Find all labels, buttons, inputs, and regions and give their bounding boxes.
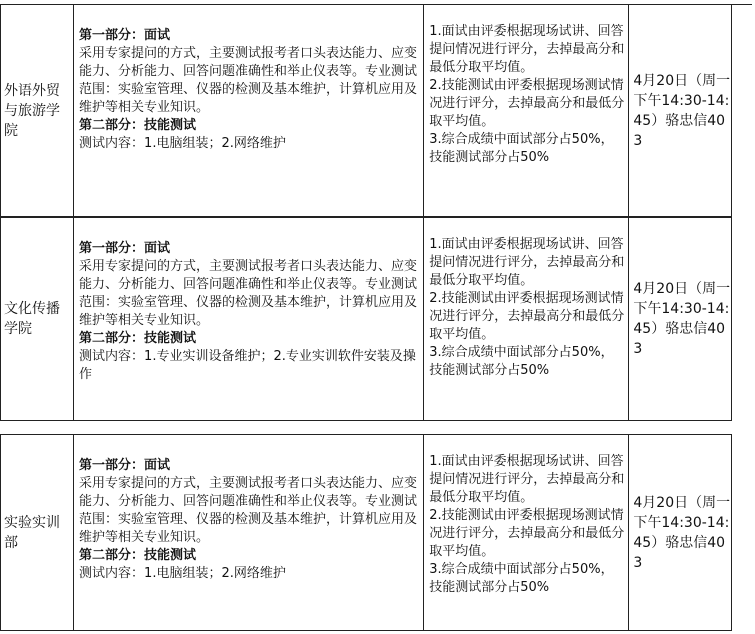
part2-text: 测试内容：1.电脑组装；2.网络维护 [79,566,286,581]
dept-cell: 文化传播学院 [1,218,74,421]
rule-item: 3.综合成绩中面试部分占50%，技能测试部分占50% [429,132,614,165]
scoring-rules-cell [424,5,629,217]
rule-item: 1.面试由评委根据现场试讲、回答提问情况进行评分，去掉最高分和最低分取平均值。 [429,24,625,75]
table-edge [732,218,752,421]
table-row [1,5,753,217]
time-location-cell: 4月20日（周一下午14:30-14:45）骆忠信403 [629,218,732,421]
test-content-cell [74,5,424,217]
rule-item: 2.技能测试由评委根据现场测试情况进行评分，去掉最高分和最低分取平均值。 [429,291,625,342]
part1-text: 采用专家提问的方式，主要测试报考者口头表达能力、应变能力、分析能力、回答问题准确性和举止仪表等。专业测试范围：实验室管理、仪器的检测及基本维护，计算机应用及维护等相关专业知识。 [79,476,418,545]
rule-item: 3.综合成绩中面试部分占50%，技能测试部分占50% [429,562,614,595]
part1-title: 第一部分：面试 [79,241,171,256]
part2-text: 测试内容：1.电脑组装；2.网络维护 [79,136,286,151]
part1-text: 采用专家提问的方式，主要测试报考者口头表达能力、应变能力、分析能力、回答问题准确性和举止仪表等。专业测试范围：实验室管理、仪器的检测及基本维护，计算机应用及维护等相关专业知识。 [79,259,418,328]
part1-text: 采用专家提问的方式，主要测试报考者口头表达能力、应变能力、分析能力、回答问题准确性和举止仪表等。专业测试范围：实验室管理、仪器的检测及基本维护，计算机应用及维护等相关专业知识。 [79,46,418,115]
time-location-cell: 4月20日（周一下午14:30-14:45）骆忠信403 [629,5,732,217]
table-row [1,435,753,631]
test-content-cell [74,435,424,631]
table-row [1,218,753,421]
table-block-2 [0,217,752,421]
time-location-cell: 4月20日（周一下午14:30-14:45）骆忠信403 [629,435,732,631]
part2-title: 第二部分：技能测试 [79,118,197,133]
table-block-3 [0,434,752,631]
part2-title: 第二部分：技能测试 [79,331,197,346]
part1-title: 第一部分：面试 [79,458,171,473]
dept-cell: 实验实训部 [1,435,74,631]
rule-item: 1.面试由评委根据现场试讲、回答提问情况进行评分，去掉最高分和最低分取平均值。 [429,237,625,288]
table-edge [732,435,752,631]
scoring-rules-cell [424,218,629,421]
rule-item: 2.技能测试由评委根据现场测试情况进行评分，去掉最高分和最低分取平均值。 [429,78,625,129]
part1-title: 第一部分：面试 [79,28,171,43]
part2-title: 第二部分：技能测试 [79,548,197,563]
rule-item: 2.技能测试由评委根据现场测试情况进行评分，去掉最高分和最低分取平均值。 [429,508,625,559]
part2-text: 测试内容：1.专业实训设备维护；2.专业实训软件安装及操作 [79,349,416,382]
table-edge [732,5,752,217]
scoring-rules-cell [424,435,629,631]
test-content-cell [74,218,424,421]
table-block-1 [0,4,752,217]
rule-item: 3.综合成绩中面试部分占50%，技能测试部分占50% [429,345,614,378]
rule-item: 1.面试由评委根据现场试讲、回答提问情况进行评分，去掉最高分和最低分取平均值。 [429,454,625,505]
dept-cell: 外语外贸与旅游学院 [1,5,74,217]
